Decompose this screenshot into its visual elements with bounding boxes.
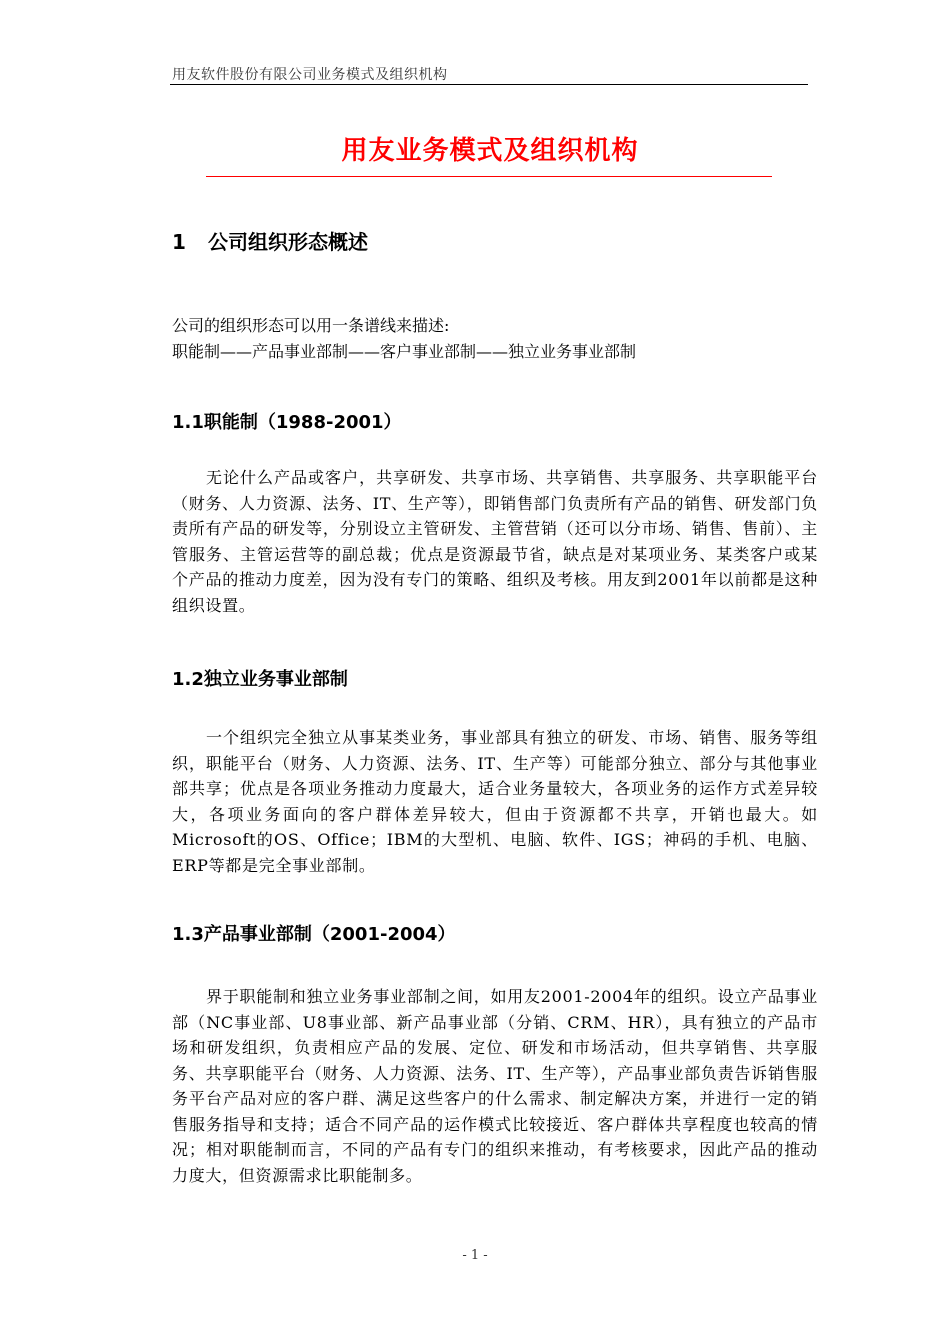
- section-1-title: 公司组织形态概述: [208, 230, 368, 254]
- section-1-intro: [172, 313, 818, 364]
- section-1-3-body: 界于职能制和独立业务事业部制之间，如用友2001-2004年的组织。设立产品事业部（NC事业部、U8事业部、新产品事业部（分销、CRM、HR），具有独立的产品市场和研发组织，负责相应产品的发展、定位、研发和市场活动，但共享销售、共享服务、共享职能平台（财务、人力资源、法务、IT、生产等），产品事业部负责告诉销售服务平台产品对应的客户群、满足这些客户的什么需求、制定解决方案，并进行一定的销售服务指导和支持；适合不同产品的运作模式比较接近、客户群体共享程度也较高的情况；相对职能制而言，不同的产品有专门的组织来推动，有考核要求，因此产品的推动力度大，但资源需求比职能制多。: [172, 987, 818, 1185]
- header-rule: [170, 84, 808, 85]
- intro-line-1: 公司的组织形态可以用一条谱线来描述:: [172, 316, 450, 335]
- page-number: - 1 -: [462, 1248, 488, 1263]
- title-underline: [206, 176, 772, 177]
- section-1-2-body: 一个组织完全独立从事某类业务，事业部具有独立的研发、市场、销售、服务等组织，职能平台（财务、人力资源、法务、IT、生产等）可能部分独立、部分与其他事业部共享；优点是各项业务推动力度最大，适合业务量较大，各项业务的运作方式差异较大，各项业务面向的客户群体差异较大，但由于资源都不共享，开销也最大。如Microsoft的OS、Office；IBM的大型机、电脑、软件、IGS；神码的手机、电脑、ERP等都是完全事业部制。: [172, 728, 818, 875]
- section-1-1-body: 无论什么产品或客户，共享研发、共享市场、共享销售、共享服务、共享职能平台（财务、人力资源、法务、IT、生产等），即销售部门负责所有产品的销售、研发部门负责所有产品的研发等，分别设立主管研发、主管营销（还可以分市场、销售、售前）、主管服务、主管运营等的副总裁；优点是资源最节省，缺点是对某项业务、某类客户或某个产品的推动力度差，因为没有专门的策略、组织及考核。用友到2001年以前都是这种组织设置。: [172, 468, 818, 615]
- intro-line-2: 职能制——产品事业部制——客户事业部制——独立业务事业部制: [172, 341, 637, 361]
- section-1-3-heading: 1.3产品事业部制（2001-2004）: [172, 924, 456, 945]
- document-title: 用友业务模式及组织机构: [341, 136, 639, 166]
- section-1-number: 1: [172, 230, 186, 254]
- section-1-heading: [172, 226, 368, 255]
- section-1-2-heading: 1.2独立业务事业部制: [172, 669, 348, 690]
- running-header: 用友软件股份有限公司业务模式及组织机构: [172, 67, 448, 83]
- section-1-1-heading: 1.1职能制（1988-2001）: [172, 412, 402, 433]
